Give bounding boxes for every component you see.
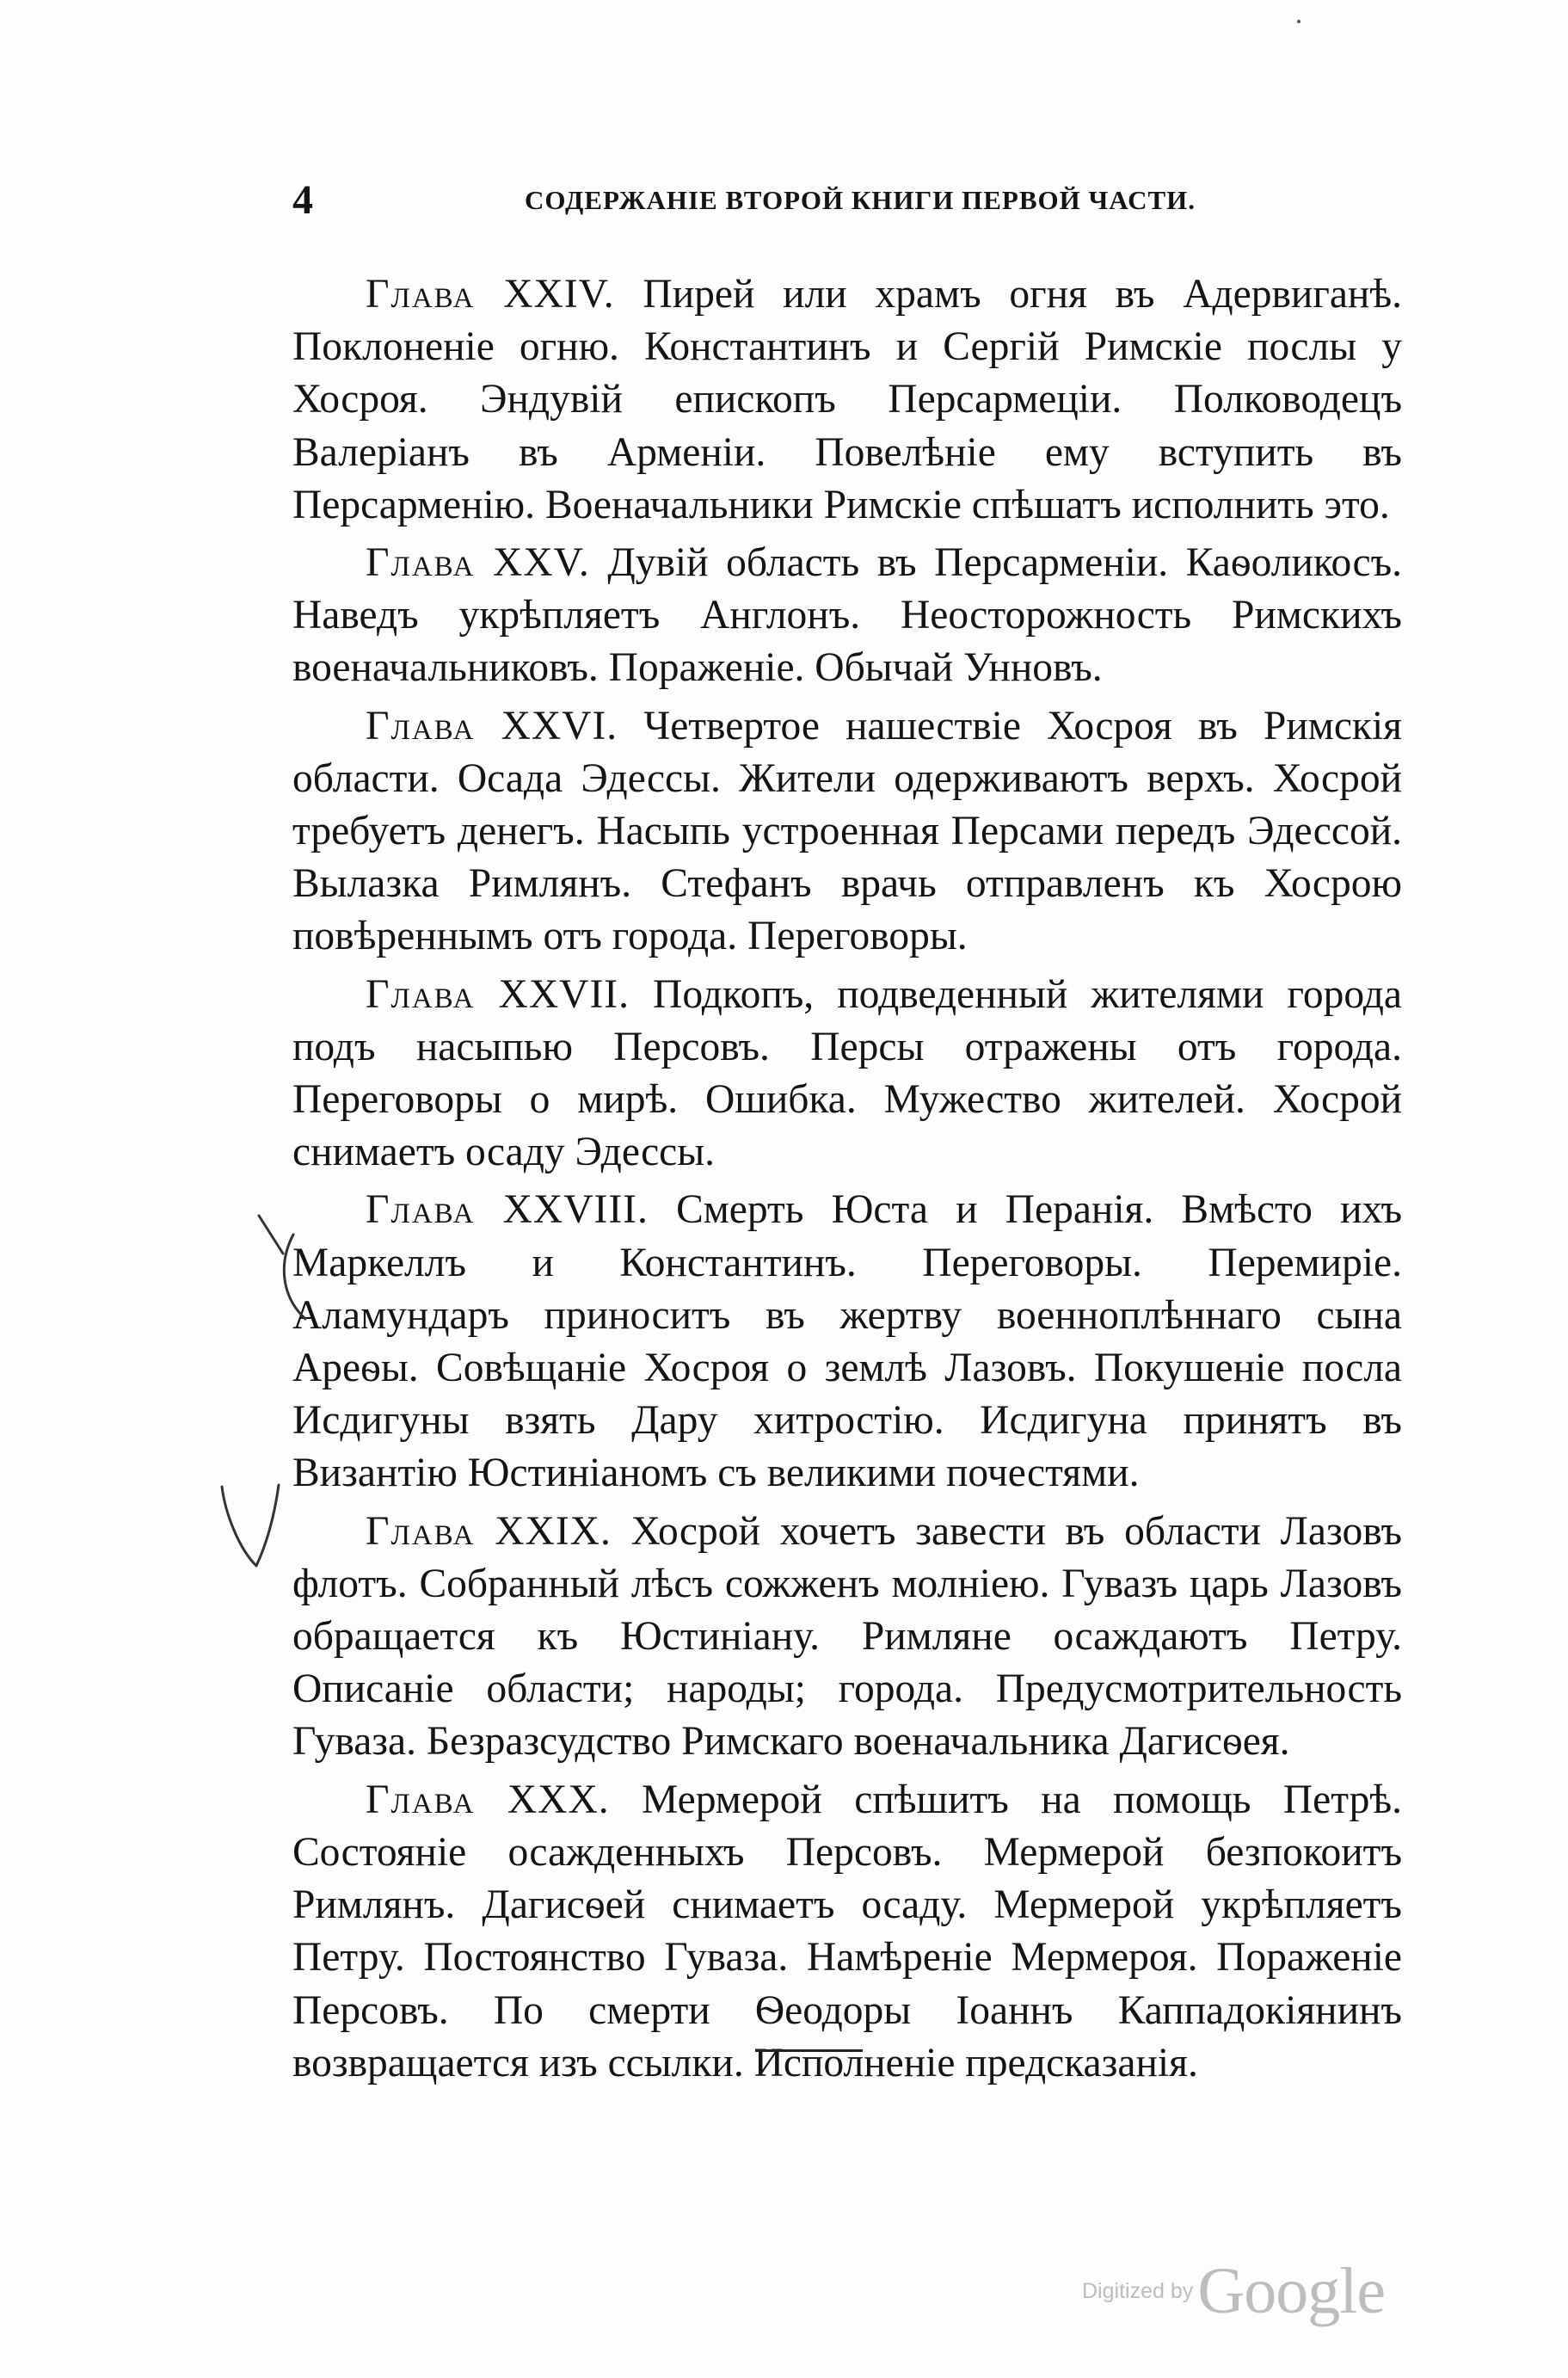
chapter-summary: Дувій область въ Персарменіи. Каѳоликосъ. Наведъ укрѣпляетъ Англонъ. Неосторожность Римскихъ военачальниковъ. Пораженіе. Обычай Унновъ. xyxy=(292,540,1403,691)
chapter-label: Глава xyxy=(366,540,476,586)
page-number: 4 xyxy=(292,177,313,223)
chapter-summary: Четвертое нашествіе Хосроя въ Римскія области. Осада Эдессы. Жители одерживаютъ верхъ. Хосрой требуетъ денегъ. Насыпь устроенная Персами передъ Эдессой. Вылазка Римлянъ. Стефанъ врачь отправленъ къ Хосрою повѣреннымъ отъ города. Переговоры. xyxy=(292,703,1403,959)
running-head-title: СОДЕРЖАНІЕ ВТОРОЙ КНИГИ ПЕРВОЙ ЧАСТИ. xyxy=(525,185,1196,215)
chapter-number: XXVIII. xyxy=(502,1187,649,1233)
chapter-number: XXVI. xyxy=(501,703,618,749)
chapter-entry xyxy=(292,969,1402,1180)
chapter-label: Глава xyxy=(366,971,476,1017)
chapter-label: Глава xyxy=(366,1508,476,1554)
chapter-entry xyxy=(292,268,1402,532)
digitized-watermark xyxy=(1082,2254,1385,2329)
margin-check-mark-icon xyxy=(215,1480,292,1574)
chapter-label: Глава xyxy=(366,272,476,317)
chapter-summary: Пирей или храмъ огня въ Адервиганѣ. Поклоненіе огню. Константинъ и Сергій Римскіе послы у Хосроя. Эндувій епископъ Персармеціи. Полководецъ Валеріанъ въ Арменіи. Повелѣніе ему вступить въ Персарменію. Военачальники Римскіе спѣшатъ исполнить это. xyxy=(292,272,1402,527)
chapter-label: Глава xyxy=(366,1187,476,1233)
chapter-summary: Подкопъ, подведенный жителями города подъ насыпью Персовъ. Персы отражены отъ города. Переговоры о мирѣ. Ошибка. Мужество жителей. Хосрой снимаетъ осаду Эдессы. xyxy=(292,971,1402,1175)
margin-pencil-mark-icon xyxy=(254,1209,323,1329)
chapter-number: XXV. xyxy=(493,540,590,586)
closing-rule xyxy=(755,2049,863,2052)
chapter-summary: Смерть Юста и Перанія. Вмѣсто ихъ Маркеллъ и Константинъ. Переговоры. Перемиріе. Аламундаръ приноситъ въ жертву военноплѣннаго сына Ареѳы. Совѣщаніе Хосроя о землѣ Лазовъ. Покушеніе посла Исдигуны взять Дару хитростію. Исдигуна принятъ въ Византію Юстиніаномъ съ великими почестями. xyxy=(292,1187,1403,1496)
chapter-label: Глава xyxy=(366,703,476,749)
chapter-number: XXVII. xyxy=(498,971,630,1017)
watermark-prefix: Digitized by xyxy=(1082,2279,1194,2303)
watermark-brand: Google xyxy=(1197,2255,1386,2327)
running-head xyxy=(292,176,1428,228)
chapter-label: Глава xyxy=(366,1777,476,1822)
table-of-contents-text xyxy=(292,268,1402,2095)
chapter-entry xyxy=(292,700,1402,964)
chapter-entry xyxy=(292,1184,1402,1500)
chapter-number: XXIX. xyxy=(495,1508,612,1554)
chapter-entry xyxy=(292,537,1402,695)
chapter-number: XXIV. xyxy=(503,272,615,317)
chapter-entry xyxy=(292,1774,1402,2090)
chapter-entry xyxy=(292,1506,1402,1769)
margin-dot-icon xyxy=(1294,17,1303,26)
chapter-summary: Мермерой спѣшитъ на помощь Петрѣ. Состояніе осажденныхъ Персовъ. Мермерой безпокоитъ Римлянъ. Дагисѳей снимаетъ осаду. Мермерой укрѣпляетъ Петру. Постоянство Гуваза. Намѣреніе Мермероя. Пораженіе Персовъ. По смерти Ѳеодоры Іоаннъ Каппадокіянинъ возвращается изъ ссылки. Исполненіе предсказанія. xyxy=(292,1777,1402,2085)
chapter-number: XXX. xyxy=(507,1777,610,1822)
chapter-summary: Хосрой хочетъ завести въ области Лазовъ флотъ. Собранный лѣсъ сожженъ молніею. Гувазъ царь Лазовъ обращается къ Юстиніану. Римляне осаждаютъ Петру. Описаніе области; народы; города. Предусмотрительность Гуваза. Безразсудство Римскаго военачальника Дагисѳея. xyxy=(292,1508,1403,1765)
